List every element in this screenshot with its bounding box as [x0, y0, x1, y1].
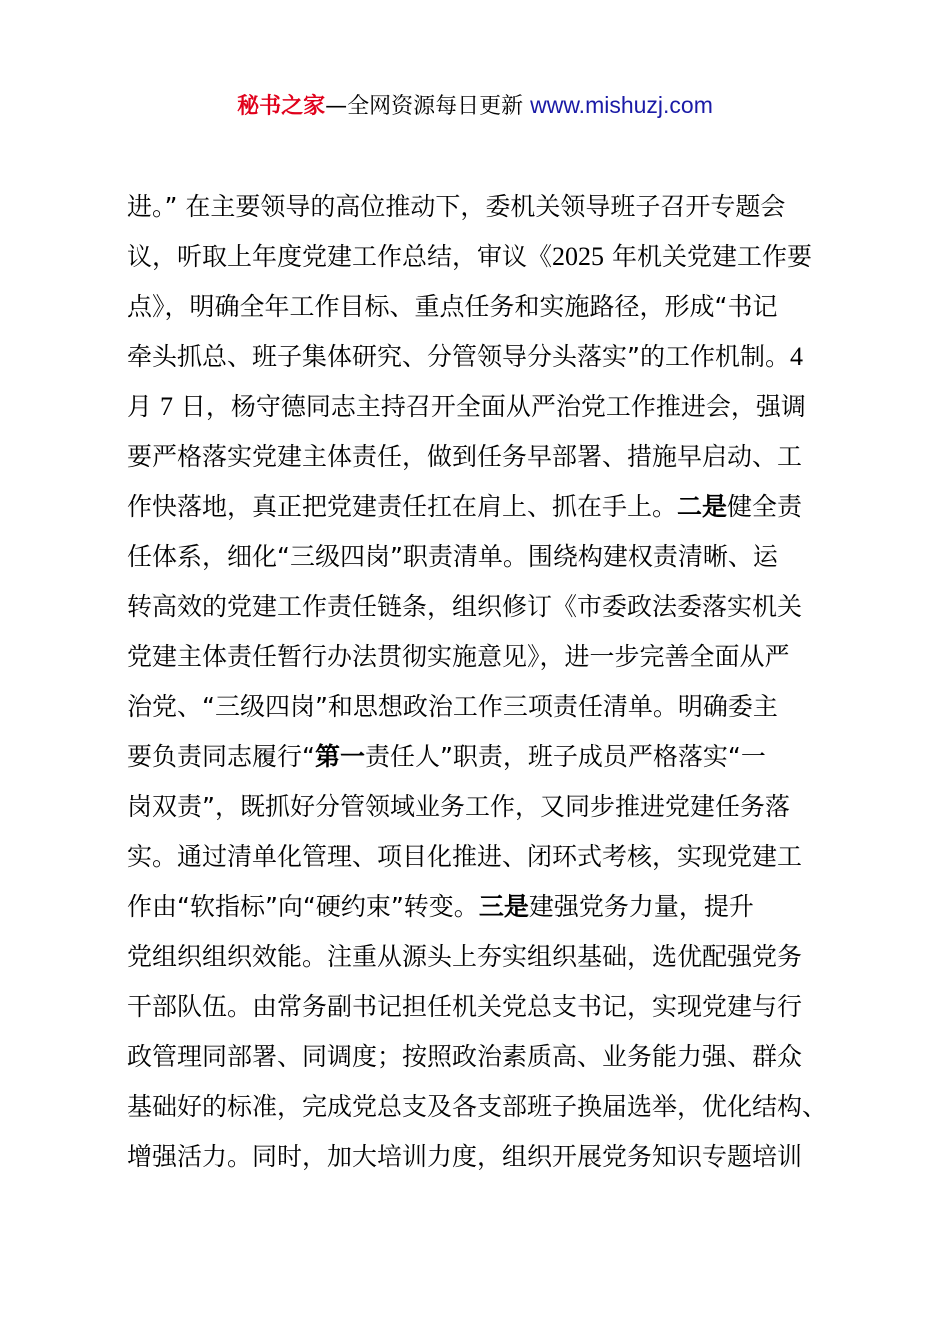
text-segment: 任体系，细化“三级四岗”职责清单。围绕构建权责清晰、运 — [127, 542, 778, 571]
text-line — [127, 582, 833, 632]
text-segment: 增强活力。同时，加大培训力度，组织开展党务知识专题培训 — [127, 1142, 803, 1171]
text-segment: 月 — [127, 392, 160, 421]
site-header — [0, 88, 950, 124]
text-line — [127, 432, 833, 482]
text-line — [127, 1032, 833, 1082]
text-segment: 牵头抓总、班子集体研究、分管领导分头落实”的工作机制。 — [127, 342, 790, 371]
text-segment: 健全责 — [727, 492, 803, 521]
text-segment: 作由“软指标”向“硬约束”转变。 — [127, 892, 479, 921]
text-line — [127, 732, 833, 782]
text-line — [127, 632, 833, 682]
emphasis-text: 三是 — [478, 892, 529, 921]
text-segment: 点》，明确全年工作目标、重点任务和实施路径，形成“书记 — [127, 292, 778, 321]
text-segment: 干部队伍。由常务副书记担任机关党总支书记，实现党建与行 — [127, 992, 803, 1021]
text-segment: 责任人”职责，班子成员严格落实“一 — [364, 742, 766, 771]
text-line — [127, 282, 833, 332]
site-url-link[interactable]: www.mishuzj.com — [530, 92, 713, 118]
site-brand: 秘书之家 — [237, 94, 326, 119]
text-segment: 党组织组织效能。注重从源头上夯实组织基础，选优配强党务 — [127, 942, 803, 971]
text-segment: 议，听取上年度党建工作总结，审议《 — [127, 242, 553, 271]
text-line — [127, 1132, 833, 1180]
text-segment: 2025 — [552, 242, 605, 271]
text-segment: 基础好的标准，完成党总支及各支部班子换届选举，优化结构、 — [127, 1092, 828, 1121]
text-segment: 治党、“三级四岗”和思想政治工作三项责任清单。明确委主 — [127, 692, 778, 721]
text-segment: 实。通过清单化管理、项目化推进、闭环式考核，实现党建工 — [127, 842, 803, 871]
text-line — [127, 182, 833, 232]
text-line — [127, 782, 833, 832]
text-segment: 进。” 在主要领导的高位推动下，委机关领导班子召开专题会 — [127, 192, 786, 221]
text-line — [127, 1082, 833, 1132]
text-segment: 4 — [789, 342, 803, 371]
text-line — [127, 532, 833, 582]
emphasis-text: 第一 — [314, 742, 365, 771]
site-tagline: —全网资源每日更新 — [325, 94, 524, 119]
text-line — [127, 832, 833, 882]
text-line — [127, 382, 833, 432]
text-line — [127, 232, 833, 282]
text-segment: 7 — [159, 392, 173, 421]
emphasis-text: 二是 — [677, 492, 728, 521]
text-segment: 要严格落实党建主体责任，做到任务早部署、措施早启动、工 — [127, 442, 803, 471]
text-segment: 建强党务力量，提升 — [528, 892, 754, 921]
text-segment: 年机关党建工作要 — [604, 242, 812, 271]
text-line — [127, 482, 833, 532]
document-body — [127, 182, 833, 1180]
text-segment: 政管理同部署、同调度；按照政治素质高、业务能力强、群众 — [127, 1042, 803, 1071]
text-segment: 日，杨守德同志主持召开全面从严治党工作推进会，强调 — [172, 392, 806, 421]
text-segment: 转高效的党建工作责任链条，组织修订《市委政法委落实机关 — [127, 592, 803, 621]
text-line — [127, 982, 833, 1032]
text-segment: 党建主体责任暂行办法贯彻实施意见》，进一步完善全面从严 — [127, 642, 790, 671]
text-segment: 岗双责”，既抓好分管领域业务工作，又同步推进党建任务落 — [127, 792, 790, 821]
text-line — [127, 932, 833, 982]
text-line — [127, 882, 833, 932]
text-line — [127, 332, 833, 382]
text-segment: 要负责同志履行“ — [127, 742, 315, 771]
text-segment: 作快落地，真正把党建责任扛在肩上、抓在手上。 — [127, 492, 678, 521]
text-line — [127, 682, 833, 732]
